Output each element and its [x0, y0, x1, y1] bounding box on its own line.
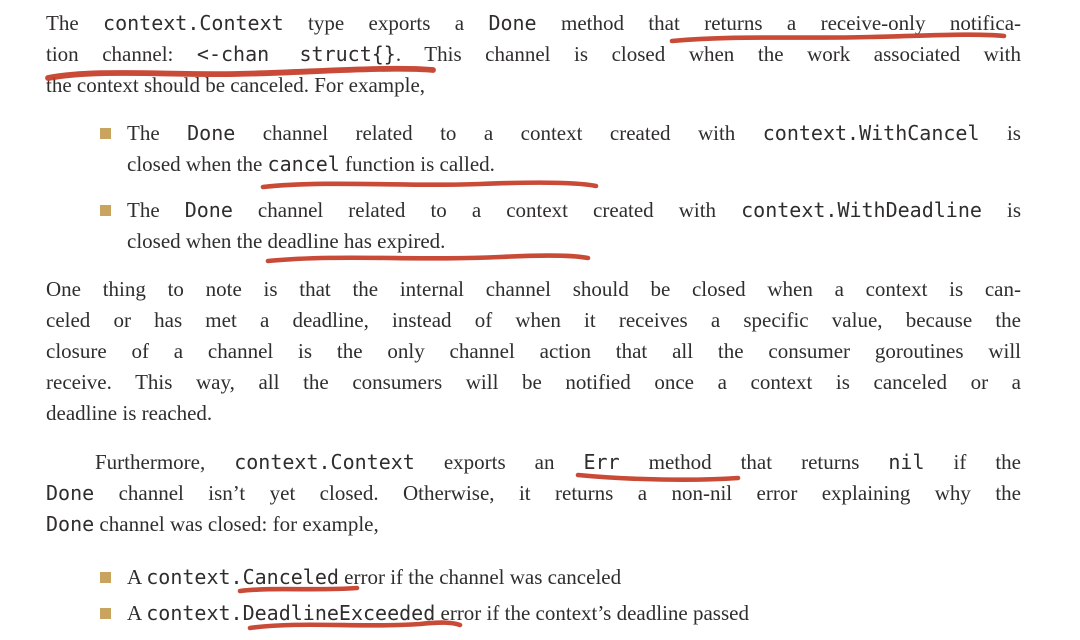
text-run: closure of a channel is the only channel action that all the consumer goroutines will — [46, 339, 1021, 363]
text-line — [127, 195, 1021, 226]
inline-code: context.DeadlineExceeded — [146, 601, 436, 625]
bullet-item — [46, 195, 1021, 257]
text-run: A — [127, 565, 147, 589]
text-run: The — [46, 11, 104, 35]
text-column — [46, 8, 1021, 629]
text-run: method that returns — [619, 450, 889, 474]
text-run: receive. This way, all the consumers will be notified once a context is canceled or a — [46, 370, 1021, 394]
text-run: The — [127, 121, 188, 145]
inline-code: cancel — [267, 152, 340, 176]
text-run: tion channel: — [46, 42, 197, 66]
inline-code: <-chan struct{} — [196, 42, 396, 66]
text-run: The — [127, 198, 185, 222]
text-run: is — [981, 198, 1021, 222]
text-run: channel related to a context created with — [232, 198, 742, 222]
bullet-item — [46, 562, 1021, 593]
text-line — [46, 70, 1021, 101]
text-line — [127, 149, 1021, 180]
inline-code: context.WithCancel — [762, 121, 980, 145]
text-line — [46, 8, 1021, 39]
inline-code: Done — [46, 481, 95, 505]
text-line — [46, 509, 1021, 540]
text-run: error if the channel was canceled — [338, 565, 622, 589]
text-run: channel related to a context created with — [235, 121, 763, 145]
inline-code: context.Context — [234, 450, 415, 474]
paragraph — [46, 274, 1021, 429]
text-line — [46, 274, 1021, 305]
inline-code: Done — [184, 198, 233, 222]
text-line — [46, 39, 1021, 70]
text-run: exports an — [414, 450, 584, 474]
inline-code: Err — [583, 450, 620, 474]
text-run: One thing to note is that the internal channel should be closed when a context is can- — [46, 277, 1021, 301]
text-line — [127, 598, 1021, 629]
text-line — [46, 447, 1021, 478]
inline-code: nil — [888, 450, 925, 474]
text-run: function is called. — [339, 152, 495, 176]
text-run: channel was closed: for example, — [94, 512, 379, 536]
bullet-square-icon — [100, 572, 111, 583]
inline-code: context.WithDeadline — [741, 198, 982, 222]
text-line — [127, 226, 1021, 257]
text-run: error if the context’s deadline passed — [435, 601, 749, 625]
text-run: is — [979, 121, 1021, 145]
text-line — [46, 478, 1021, 509]
paragraph — [46, 8, 1021, 101]
text-run: Furthermore, — [95, 450, 235, 474]
text-run: celed or has met a deadline, instead of when it receives a specific value, because the — [46, 308, 1021, 332]
text-run: deadline is reached. — [46, 401, 213, 425]
text-line — [46, 367, 1021, 398]
bullet-square-icon — [100, 128, 111, 139]
bullet-square-icon — [100, 205, 111, 216]
text-run: . This channel is closed when the work associated with — [395, 42, 1021, 66]
inline-code: Done — [187, 121, 236, 145]
inline-code: context.Context — [103, 11, 284, 35]
text-line — [46, 398, 1021, 429]
inline-code: context.Canceled — [146, 565, 339, 589]
paragraph — [46, 447, 1021, 540]
text-run: closed when the — [127, 152, 268, 176]
text-run: closed when the deadline has expired. — [127, 229, 446, 253]
text-line — [127, 118, 1021, 149]
inline-code: Done — [46, 512, 95, 536]
text-run: method that returns a receive-only notifica- — [536, 11, 1022, 35]
text-line — [127, 562, 1021, 593]
text-run: channel isn’t yet closed. Otherwise, it returns a non-nil error explaining why the — [94, 481, 1021, 505]
bullet-square-icon — [100, 608, 111, 619]
inline-code: Done — [488, 11, 537, 35]
text-line — [46, 305, 1021, 336]
text-run: the context should be canceled. For example, — [46, 73, 426, 97]
bullet-item — [46, 118, 1021, 180]
text-run: if the — [924, 450, 1021, 474]
text-run: type exports a — [283, 11, 489, 35]
text-run: A — [127, 601, 147, 625]
text-line — [46, 336, 1021, 367]
bullet-item — [46, 598, 1021, 629]
